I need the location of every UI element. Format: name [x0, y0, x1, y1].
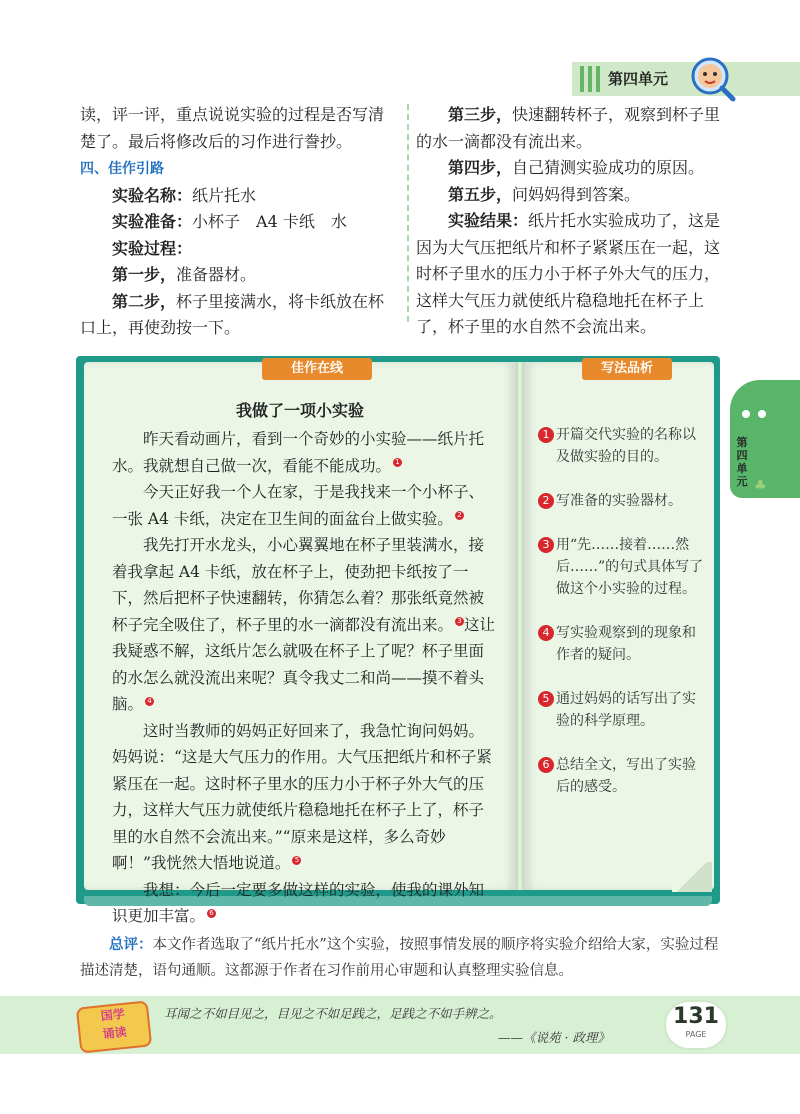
essay-paragraph: 我先打开水龙头，小心翼翼地在杯子里装满水，接着我拿起 A4 卡纸，放在杯子上，使劲把卡纸按了一下，然后把杯子快速翻转，你猜怎么着？那张纸竟然被杯子完全吸住了，杯子里的水一滴都没有流出来。 3 这让我疑惑不解，这纸片怎么就吸在杯子上了呢？杯子里面的水怎么就没流出来呢？真令我丈二和尚——摸不着头脑。 4: [112, 536, 496, 713]
analysis-note: 2 写准备的实验器材。: [538, 490, 708, 512]
step-4: 第四步，自己猜测实验成功的原因。: [448, 158, 705, 177]
tag-writing-analysis: 写法品析: [582, 358, 672, 380]
section-heading: 四、佳作引路: [80, 161, 164, 177]
side-tab-eye-icon: [742, 410, 750, 418]
note-number: 3: [538, 537, 554, 553]
page-curl: [672, 862, 712, 892]
unit-title: 第四单元: [608, 70, 669, 88]
classics-reading-badge: 国学 诵读: [76, 1000, 152, 1053]
header-bar: [572, 62, 800, 96]
step-5: 第五步，问妈妈得到答案。: [448, 184, 641, 204]
page-label: PAGE: [685, 1030, 707, 1039]
analysis-note: 1 开篇交代实验的名称以及做实验的目的。: [538, 424, 708, 468]
analysis-note: 3 用“先……接着……然后……”的句式具体写了做这个小实验的过程。: [538, 534, 708, 600]
note-marker: 5: [292, 856, 301, 865]
essay-body: [112, 426, 498, 930]
mascot-magnifier-icon: [688, 54, 736, 102]
summary: 总评：本文作者选取了“纸片托水”这个实验，按照事情发展的顺序将实验介绍给大家，实验过程描述清楚，语句通顺。这都源于作者在习作前用心审题和认真整理实验信息。: [80, 937, 719, 979]
experiment-prep: 实验准备：小杯子 A4 卡纸 水: [112, 212, 347, 231]
top-left-column: [80, 102, 398, 342]
side-tab-label: 第四单元: [736, 436, 748, 488]
column-divider: [407, 104, 409, 322]
step-1: 第一步，准备器材。: [112, 265, 257, 284]
essay-title: 我做了一项小实验: [235, 401, 364, 420]
experiment-result: 实验结果：纸片托水实验成功了，这是因为大气压把纸片和杯子紧紧压在一起，这时杯子里水的压力小于杯子外大气的压力，这样大气压力就使纸片稳稳地托在杯子上了，杯子里的水自然不会流出来。: [416, 211, 721, 336]
clover-icon: ♣: [754, 478, 767, 494]
note-marker: 4: [145, 697, 154, 706]
essay-paragraph: 昨天看动画片，看到一个奇妙的小实验——纸片托水。我就想自己做一次，看能不能成功。 1: [112, 430, 485, 475]
note-number: 6: [538, 757, 554, 773]
footer-quote-source: ——《说苑 · 政理》: [498, 1030, 610, 1045]
analysis-note: 4 写实验观察到的现象和作者的疑问。: [538, 622, 708, 666]
analysis-note: 6 总结全文，写出了实验后的感受。: [538, 754, 708, 798]
intro-paragraph: 读，评一评，重点说说实验的过程是否写清楚了。最后将修改后的习作进行誊抄。: [80, 105, 385, 151]
header-stripes: [580, 66, 600, 92]
book-spine: [516, 362, 524, 890]
essay-paragraph: 今天正好我一个人在家，于是我找来一个小杯子、一张 A4 卡纸，决定在卫生间的面盆台上做实验。 2: [112, 483, 485, 528]
note-marker: 3: [455, 617, 464, 626]
experiment-name: 实验名称：纸片托水: [112, 185, 257, 205]
note-number: 4: [538, 625, 554, 641]
note-number: 5: [538, 691, 554, 707]
note-number: 2: [538, 493, 554, 509]
note-number: 1: [538, 427, 554, 443]
experiment-process: 实验过程：: [112, 238, 193, 258]
essay-paragraph: 我想：今后一定要多做这样的实验，使我的课外知识更加丰富。 6: [112, 880, 485, 925]
analysis-notes: [538, 424, 708, 820]
footer-quote: 耳闻之不如目见之，目见之不如足践之，足践之不如手辨之。: [164, 1006, 502, 1021]
note-marker: 1: [393, 458, 402, 467]
top-right-column: [416, 102, 722, 341]
note-marker: 2: [455, 511, 464, 520]
page-number: 131: [673, 1004, 719, 1029]
step-2: 第二步，杯子里接满水，将卡纸放在杯口上，再使劲按一下。: [80, 291, 385, 337]
note-marker: 6: [207, 909, 216, 918]
essay-paragraph: 这时当教师的妈妈正好回来了，我急忙询问妈妈。妈妈说：“这是大气压力的作用。大气压把纸片和杯子紧紧压在一起。这时杯子里水的压力小于杯子外大气的压力，这样大气压力就使纸片稳稳地托在杯子上了，杯子里的水自然不会流出来。”“原来是这样，多么奇妙啊！”我恍然大悟地说道。 5: [112, 721, 492, 872]
side-tab-eye-icon: [758, 410, 766, 418]
step-3: 第三步，快速翻转杯子，观察到杯子里的水一滴都没有流出来。: [416, 105, 721, 151]
tag-featured-essay: 佳作在线: [262, 358, 372, 380]
analysis-note: 5 通过妈妈的话写出了实验的科学原理。: [538, 688, 708, 732]
